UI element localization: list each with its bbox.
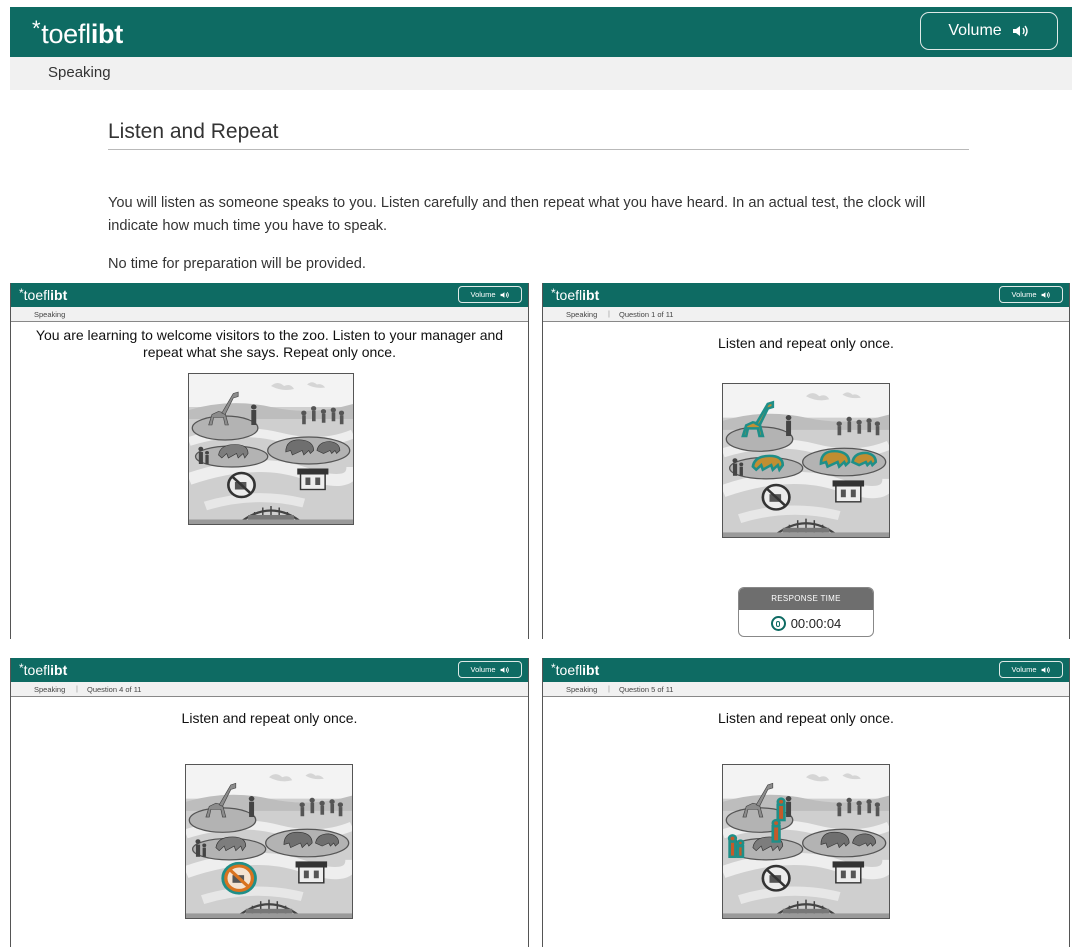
section-label: Speaking (566, 310, 598, 319)
volume-label: Volume (470, 665, 496, 674)
section-label: Speaking (34, 310, 66, 319)
task-prompt: You are learning to welcome visitors to the zoo. Listen to your manager and repeat what she says. Repeat only once. (35, 327, 504, 360)
section-label: Speaking (34, 685, 66, 694)
speaker-icon (1012, 24, 1030, 38)
screenshot-question-4 (10, 658, 529, 947)
task-prompt: Listen and repeat only once. (718, 335, 894, 351)
speaker-icon (500, 666, 510, 674)
preparation-note: No time for preparation will be provided. (108, 256, 366, 272)
microphone-icon (771, 616, 786, 631)
volume-label: Volume (948, 22, 1002, 39)
task-prompt: Listen and repeat only once. (181, 710, 358, 726)
volume-button[interactable] (999, 286, 1063, 303)
separator: | (608, 309, 610, 318)
volume-button[interactable] (999, 661, 1063, 678)
question-counter: Question 5 of 11 (619, 685, 674, 694)
mini-header (543, 658, 1069, 682)
zoo-illustration (185, 764, 353, 919)
speaker-icon (1041, 291, 1051, 299)
zoo-illustration (722, 764, 890, 919)
zoo-illustration (188, 373, 354, 525)
section-bar (543, 307, 1069, 322)
separator: | (76, 684, 78, 693)
volume-button[interactable] (458, 286, 522, 303)
mini-header (543, 283, 1069, 307)
volume-label: Volume (1011, 665, 1037, 674)
section-bar (11, 682, 528, 697)
response-timer (738, 587, 874, 637)
screenshot-intro (10, 283, 529, 639)
mini-header (11, 658, 528, 682)
toefl-logo: *toeflibt (19, 661, 68, 678)
task-prompt: Listen and repeat only once. (718, 710, 894, 726)
section-bar (10, 57, 1072, 90)
section-bar (11, 307, 528, 322)
screenshot-question-5 (542, 658, 1070, 947)
separator: | (608, 684, 610, 693)
mini-header (11, 283, 528, 307)
app-header (10, 7, 1072, 57)
instructions-text: You will listen as someone speaks to you. Listen carefully and then repeat what you have heard. In an actual test, the clock will indicate how much time you have to speak. (108, 195, 926, 234)
section-label: Speaking (48, 64, 111, 81)
response-time-label: RESPONSE TIME (739, 588, 873, 610)
toefl-logo: *toeflibt (551, 286, 600, 303)
toefl-logo: *toeflibt (551, 661, 600, 678)
volume-button[interactable] (458, 661, 522, 678)
screenshot-question-1 (542, 283, 1070, 639)
response-time-value: 00:00:04 (790, 616, 842, 631)
page-title: Listen and Repeat (108, 120, 279, 143)
question-counter: Question 1 of 11 (619, 310, 674, 319)
toefl-logo: *toeflibt (32, 16, 123, 49)
speaker-icon (500, 291, 510, 299)
zoo-illustration (722, 383, 890, 538)
highlight-overlay (223, 864, 255, 893)
volume-label: Volume (470, 290, 496, 299)
toefl-logo: *toeflibt (19, 286, 68, 303)
volume-label: Volume (1011, 290, 1037, 299)
section-label: Speaking (566, 685, 598, 694)
question-counter: Question 4 of 11 (87, 685, 142, 694)
section-bar (543, 682, 1069, 697)
volume-button[interactable] (920, 12, 1058, 50)
title-divider (108, 120, 969, 150)
speaker-icon (1041, 666, 1051, 674)
